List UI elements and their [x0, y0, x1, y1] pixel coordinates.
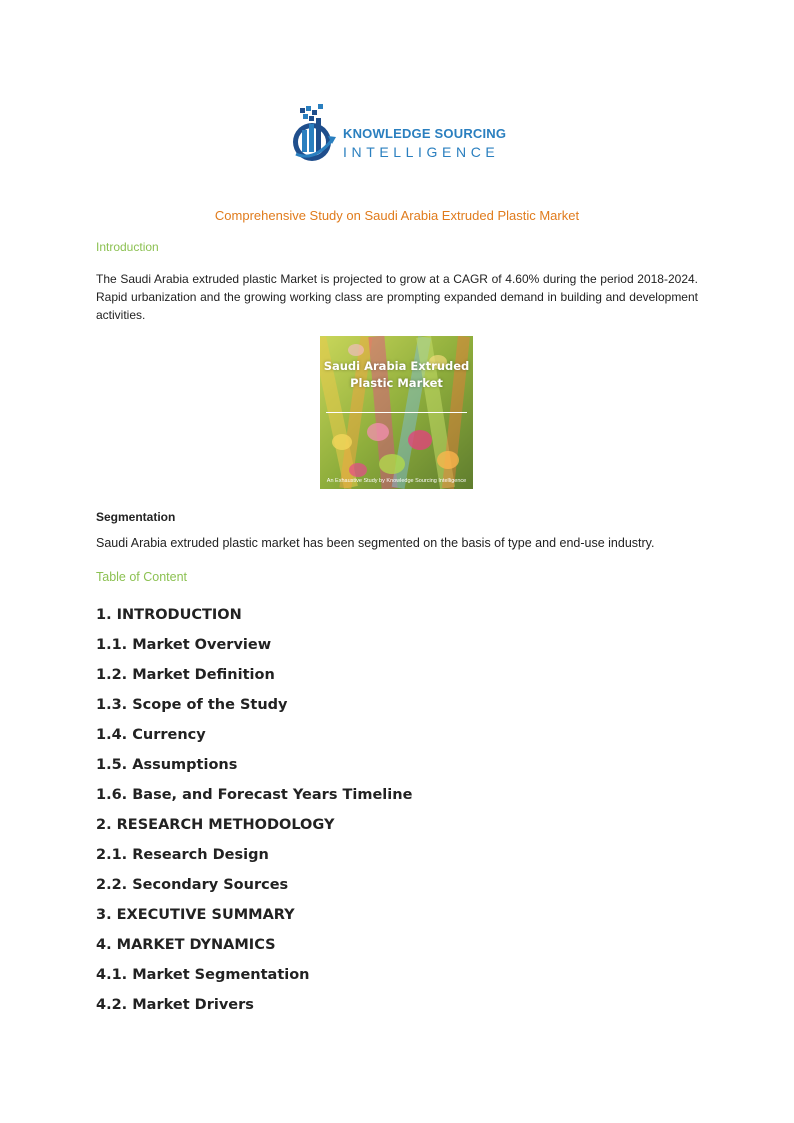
- logo-emblem-icon: [290, 104, 342, 166]
- report-cover-image: [320, 336, 473, 489]
- document-title: Comprehensive Study on Saudi Arabia Extruded Plastic Market: [214, 208, 580, 223]
- toc-item: 1.5. Assumptions: [96, 757, 238, 773]
- toc-item: 1.3. Scope of the Study: [96, 697, 288, 713]
- logo-text-line1: KNOWLEDGE SOURCING: [343, 126, 507, 141]
- toc-item: 1.1. Market Overview: [96, 637, 272, 653]
- company-logo: [290, 104, 510, 166]
- toc-item: 2.1. Research Design: [96, 847, 269, 863]
- toc-item: 2. RESEARCH METHODOLOGY: [96, 817, 335, 833]
- toc-item: 3. EXECUTIVE SUMMARY: [96, 907, 295, 923]
- toc-heading: Table of Content: [96, 570, 188, 584]
- introduction-heading: Introduction: [96, 240, 159, 254]
- logo-text-line2: INTELLIGENCE: [343, 144, 500, 160]
- toc-item: 1.2. Market Definition: [96, 667, 275, 683]
- introduction-paragraph: The Saudi Arabia extruded plastic Market is projected to grow at a CAGR of 4.60% during the period 2018-2024. Rapid urbanization and the growing working class are prompting expanded demand in building and development activities.: [96, 272, 698, 322]
- toc-item: 4. MARKET DYNAMICS: [96, 937, 276, 953]
- cover-caption: An Exhaustive Study by Knowledge Sourcing Intelligence: [326, 478, 467, 484]
- cover-title: Saudi Arabia Extruded Plastic Market: [323, 359, 470, 390]
- segmentation-heading: Segmentation: [96, 510, 176, 524]
- segmentation-paragraph: Saudi Arabia extruded plastic market has been segmented on the basis of type and end-use industry.: [96, 536, 655, 550]
- toc-item: 2.2. Secondary Sources: [96, 877, 289, 893]
- toc-item: 1.6. Base, and Forecast Years Timeline: [96, 787, 413, 803]
- toc-item: 1. INTRODUCTION: [96, 607, 242, 623]
- cover-divider: [326, 412, 467, 413]
- toc-item: 1.4. Currency: [96, 727, 206, 743]
- toc-item: 4.2. Market Drivers: [96, 997, 254, 1013]
- table-of-contents: [96, 604, 412, 1024]
- toc-item: 4.1. Market Segmentation: [96, 967, 310, 983]
